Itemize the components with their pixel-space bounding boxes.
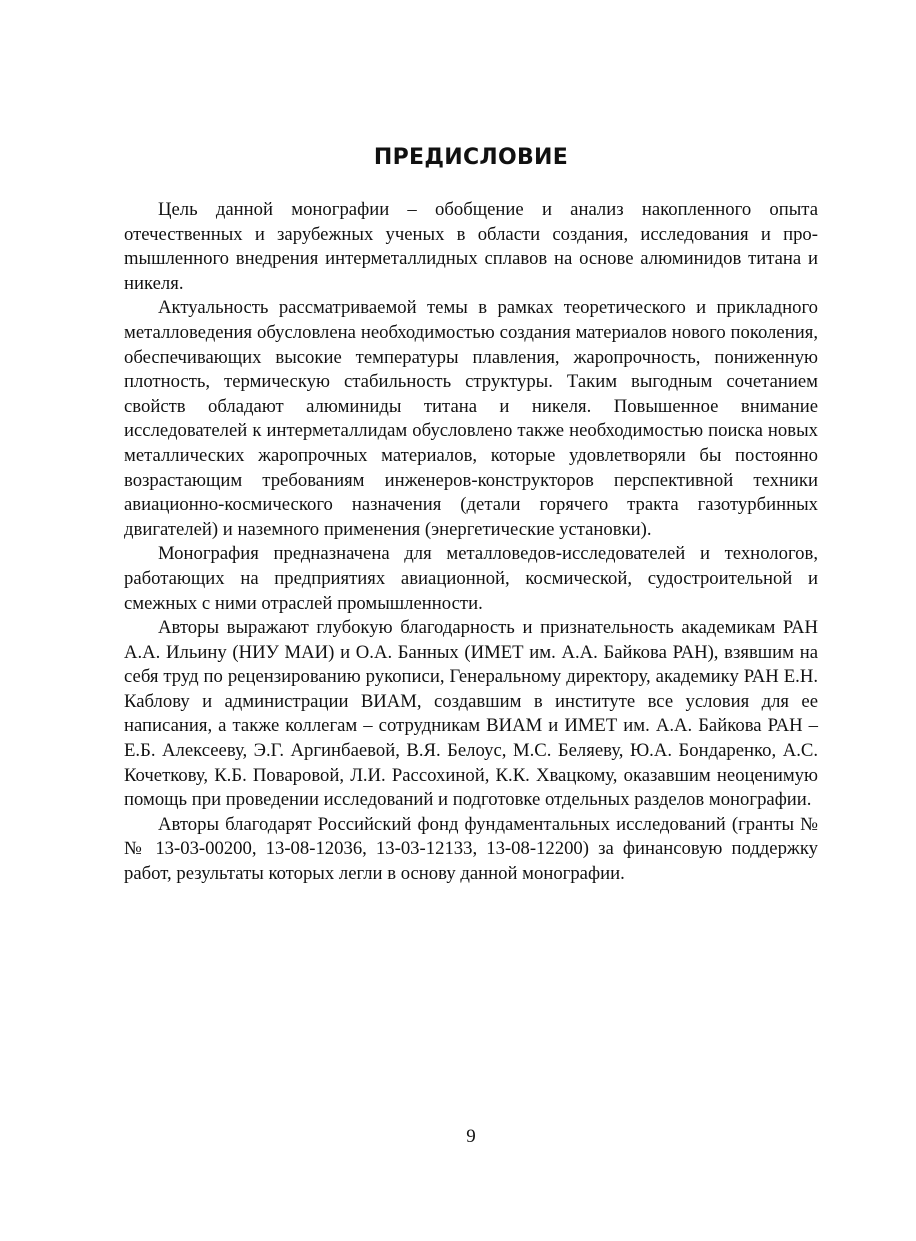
page-number: 9: [466, 1126, 476, 1147]
book-page: [124, 0, 818, 1241]
preface-body: [124, 198, 818, 887]
paragraph-relevance: Актуальность рассматриваемой темы в рамках теоретического и прикладного металловедения обусловлена необходимостью создания материалов нового поколения, обеспечивающих высокие температуры плавления, жаропрочность, пониженную плотность, термическую стабильность структуры. Таким выгодным сочетанием свойств обладают алюминиды титана и никеля. Повышенное внимание исследователей к интерметаллидам обусловлено также необходимостью поиска новых металлических жаропрочных материалов, которые удовлетворяли бы постоянно возрастающим требованиям инженеров-конструкторов перспективной техники авиационно-космического назначения (детали горячего тракта газотурбинных двигателей) и наземного применения (энергетические установки).: [124, 297, 818, 540]
paragraph-funding: Авторы благодарят Российский фонд фундаментальных исследований (гранты №№ 13-03-00200, 13-08-12036, 13-03-12133, 13-08-12200) за финансовую поддержку работ, результаты которых легли в основу данной монографии.: [124, 813, 818, 885]
page-title: ПРЕДИСЛОВИЕ: [373, 145, 569, 170]
paragraph-purpose: Цель данной монографии – обобщение и анализ накопленного опыта отечественных и зарубежных ученых в области создания, исследования и проmышленного внедрения интерметаллидных сплавов на основе алюминидов титана и никеля.: [124, 199, 818, 294]
paragraph-acknowledgements: Авторы выражают глубокую благодарность и признательность академикам РАН А.А. Ильину (НИУ МАИ) и О.А. Банных (ИМЕТ им. А.А. Байкова РАН), взявшим на себя труд по рецензированию рукописи, Генеральному директору, академику РАН Е.Н. Каблову и администрации ВИАМ, создавшим в институте все условия для ее написания, а также коллегам – сотрудникам ВИАМ и ИМЕТ им. А.А. Байкова РАН – Е.Б. Алексееву, Э.Г. Аргинбаевой, В.Я. Белоус, М.С. Беляеву, Ю.А. Бондаренко, А.С. Кочеткову, К.Б. Поваровой, Л.И. Рассохиной, К.К. Хвацкому, оказавшим неоценимую помощь при проведении исследований и подготовке отдельных разделов монографии.: [124, 617, 818, 811]
paragraph-audience: Монография предназначена для металловедов-исследователей и технологов, работающих на предприятиях авиационной, космической, судостроительной и смежных с ними отраслей промышленности.: [124, 543, 818, 614]
